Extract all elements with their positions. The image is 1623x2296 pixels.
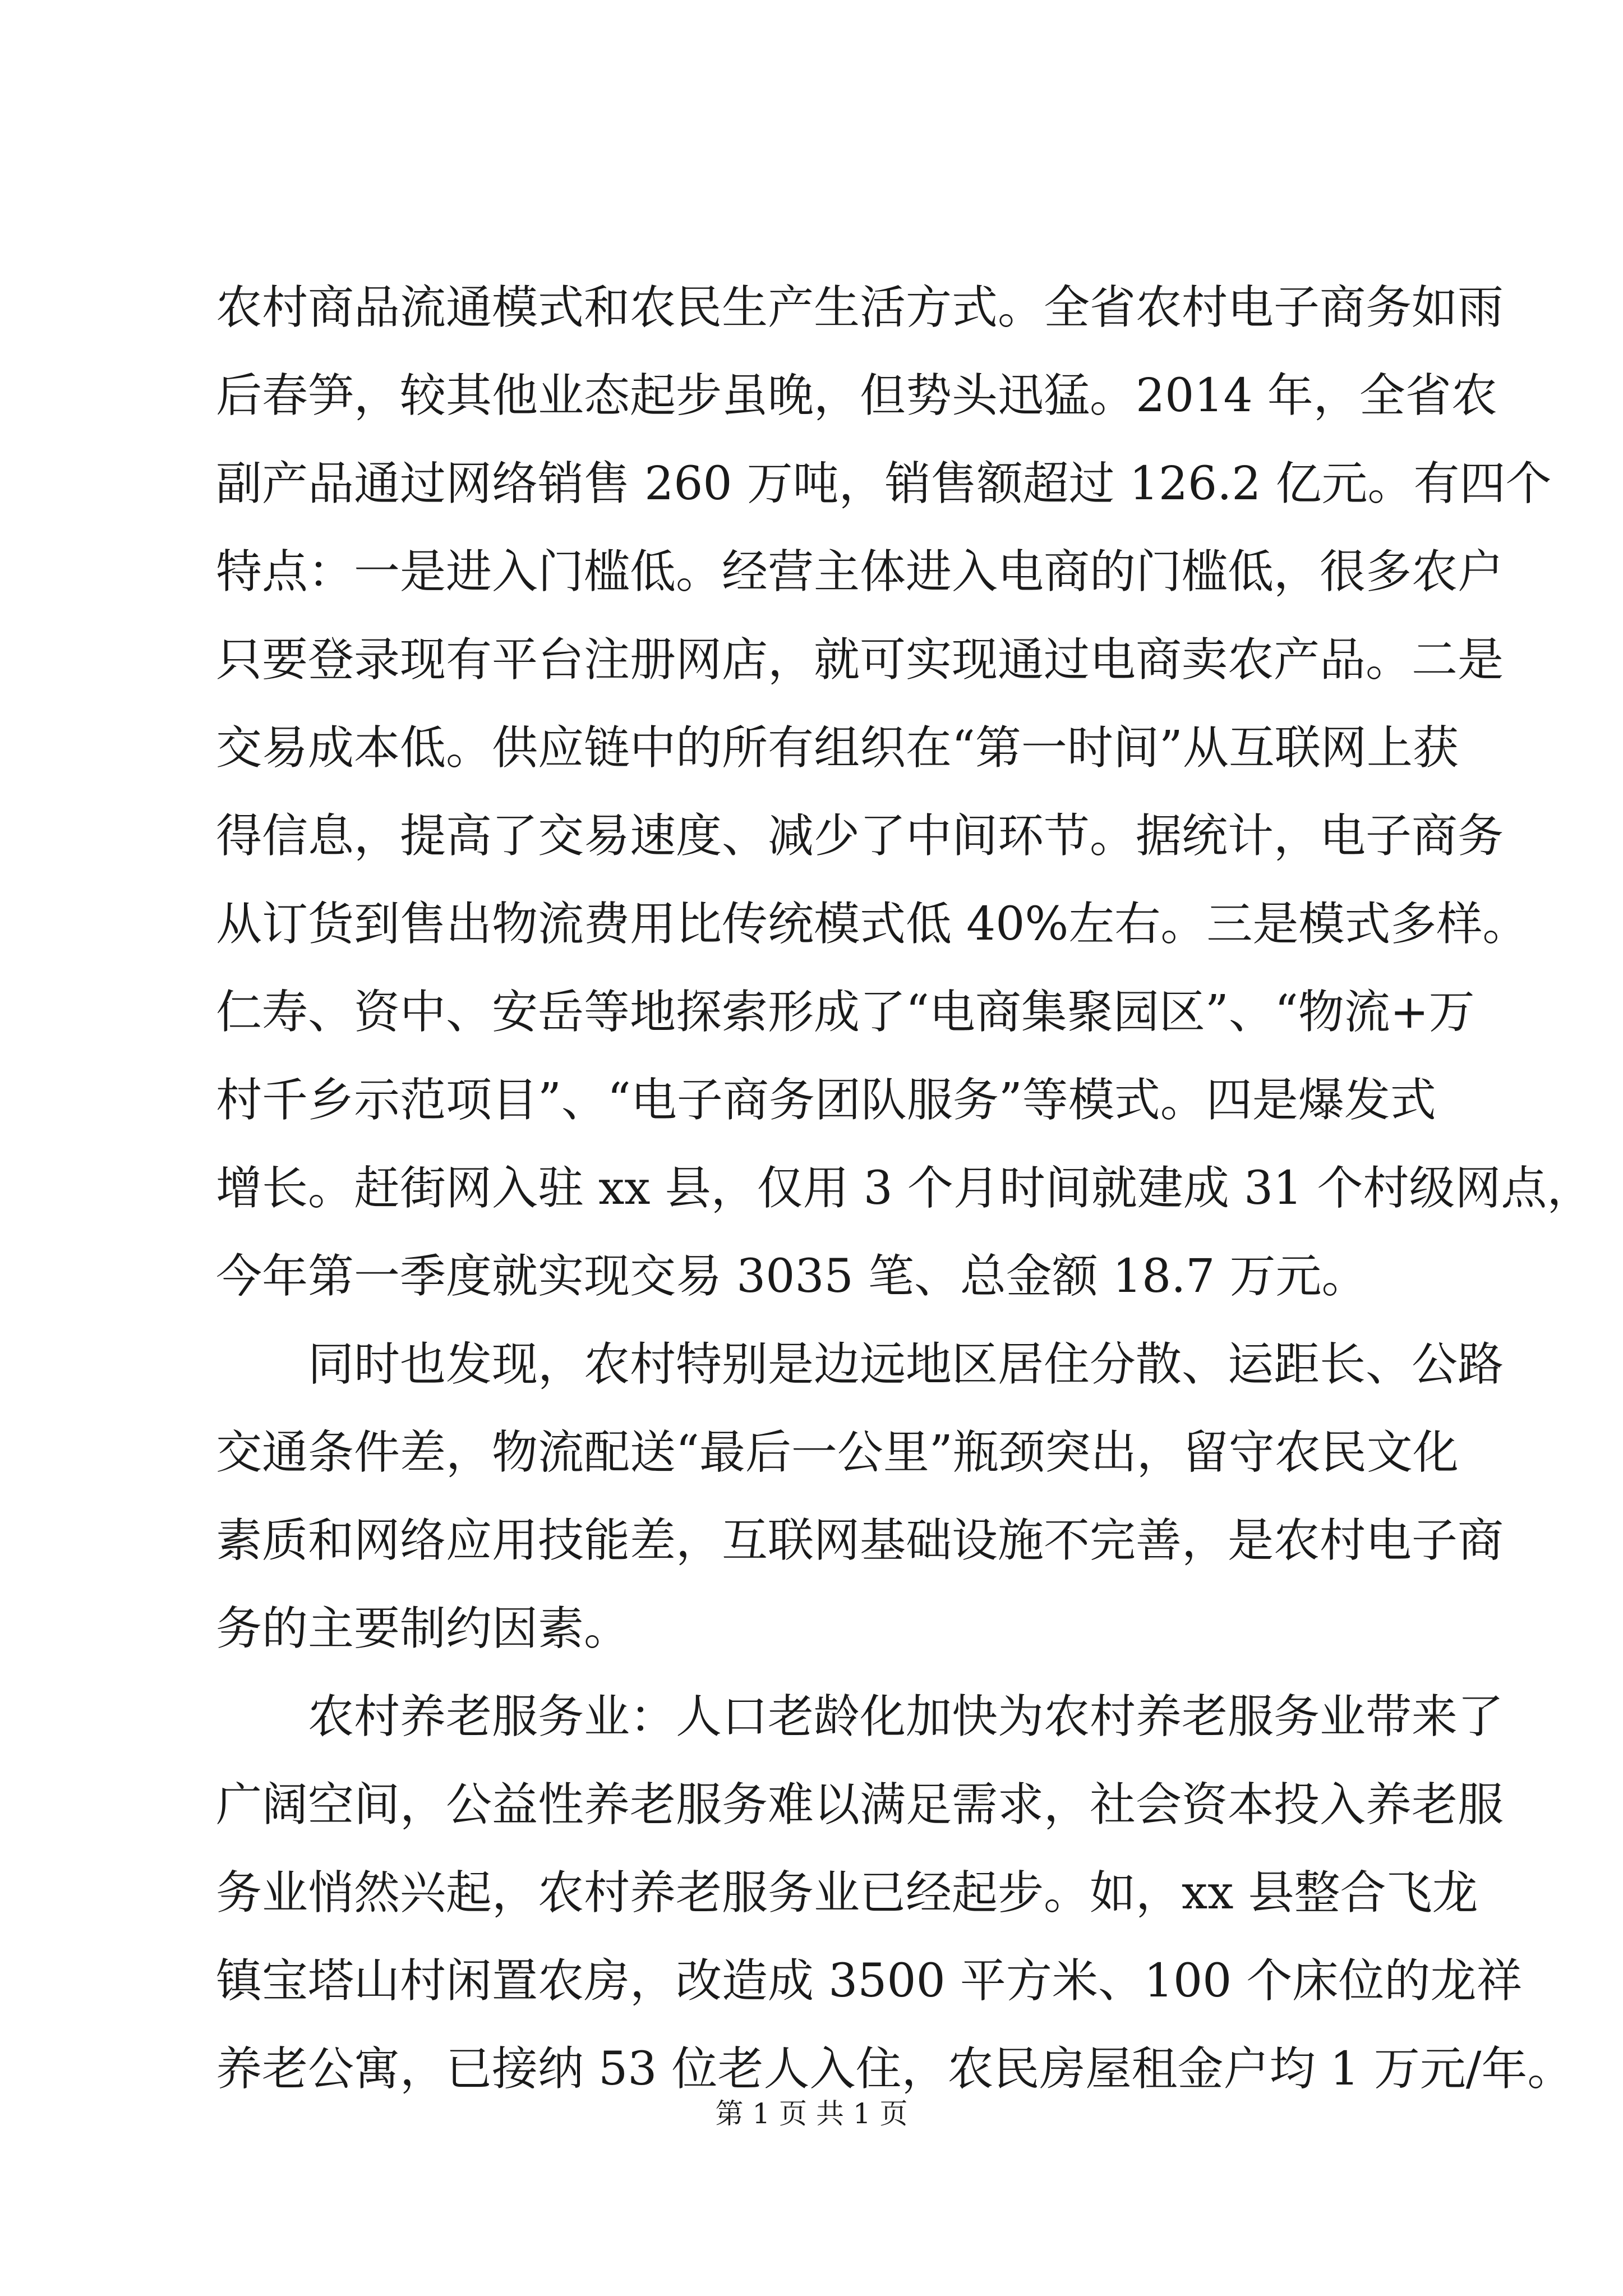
text-line: 务的主要制约因素。 — [216, 1602, 630, 1655]
text-line: 交易成本低。供应链中的所有组织在“第一时间”从互联网上获 — [216, 721, 1459, 775]
text-line: 仁寿、资中、安岳等地探索形成了“电商集聚园区”、“物流+万 — [216, 986, 1475, 1039]
text-line: 副产品通过网络销售 260 万吨，销售额超过 126.2 亿元。有四个 — [216, 457, 1552, 510]
text-line: 特点：一是进入门槛低。经营主体进入电商的门槛低，很多农户 — [216, 545, 1504, 599]
text-line: 增长。赶街网入驻 xx 县，仅用 3 个月时间就建成 31 个村级网点， — [216, 1162, 1593, 1215]
body-text — [216, 264, 1593, 2113]
text-line: 交通条件差，物流配送“最后一公里”瓶颈突出，留守农民文化 — [216, 1426, 1459, 1479]
text-line: 后春笋，较其他业态起步虽晚，但势头迅猛。2014 年，全省农 — [216, 369, 1497, 422]
text-line: 素质和网络应用技能差，互联网基础设施不完善，是农村电子商 — [216, 1514, 1504, 1567]
text-line: 今年第一季度就实现交易 3035 笔、总金额 18.7 万元。 — [216, 1250, 1368, 1303]
text-line: 从订货到售出物流费用比传统模式低 40%左右。三是模式多样。 — [216, 898, 1529, 951]
text-line: 广阔空间，公益性养老服务难以满足需求，社会资本投入养老服 — [216, 1778, 1504, 1832]
text-line: 镇宝塔山村闲置农房，改造成 3500 平方米、100 个床位的龙祥 — [216, 1954, 1523, 2008]
page-footer — [0, 2091, 1623, 2136]
text-line: 村千乡示范项目”、“电子商务团队服务”等模式。四是爆发式 — [216, 1074, 1436, 1127]
page-number: 第 1 页 共 1 页 — [715, 2097, 908, 2130]
text-line: 务业悄然兴起，农村养老服务业已经起步。如，xx 县整合飞龙 — [216, 1866, 1478, 1920]
text-line: 农村商品流通模式和农民生产生活方式。全省农村电子商务如雨 — [216, 281, 1504, 334]
text-line: 同时也发现，农村特别是边远地区居住分散、运距长、公路 — [216, 1338, 1504, 1391]
text-line: 养老公寓，已接纳 53 位老人入住，农民房屋租金户均 1 万元/年。 — [216, 2042, 1574, 2096]
text-line: 农村养老服务业：人口老龄化加快为农村养老服务业带来了 — [216, 1690, 1504, 1743]
text-line: 得信息，提高了交易速度、减少了中间环节。据统计，电子商务 — [216, 809, 1504, 863]
text-line: 只要登录现有平台注册网店，就可实现通过电商卖农产品。二是 — [216, 633, 1504, 687]
